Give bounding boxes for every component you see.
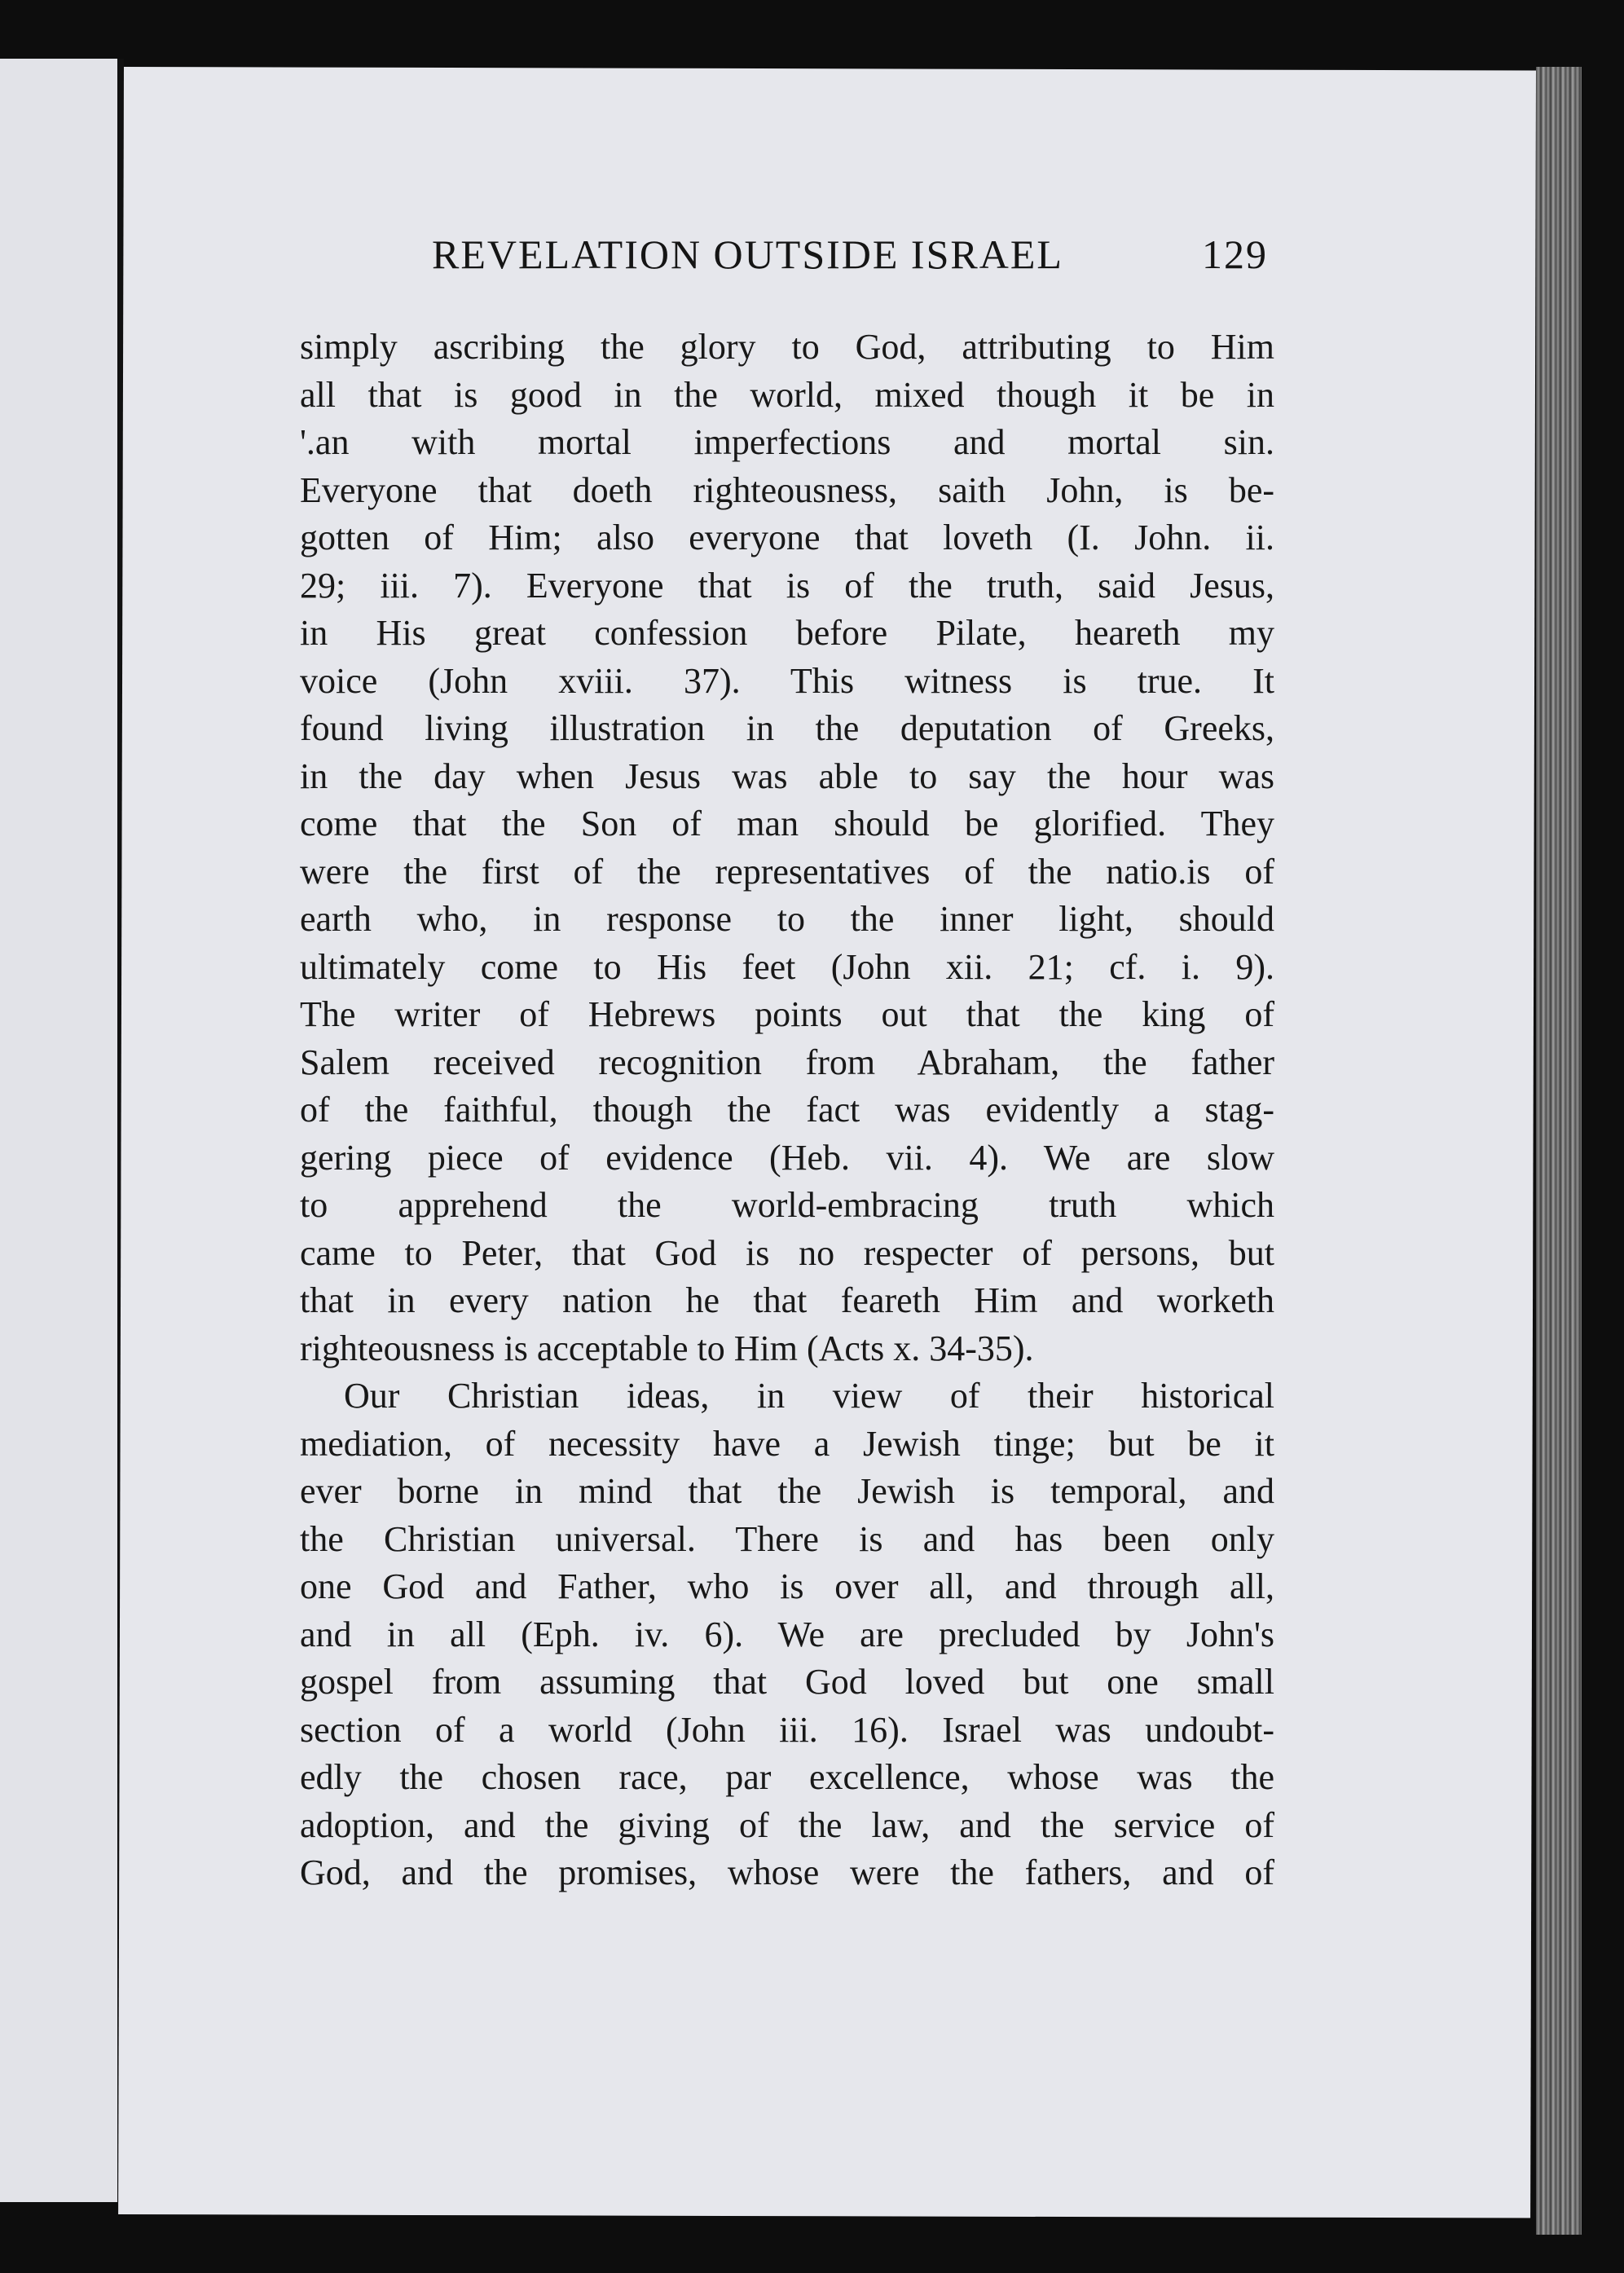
text-line: gotten of Him; also everyone that loveth (I. John. ii. [300,518,1274,557]
body-text [300,324,1274,1897]
text-line: and in all (Eph. iv. 6). We are precluded by John's [300,1614,1274,1654]
text-line: all that is good in the world, mixed though it be in [300,374,1274,415]
text-line: edly the chosen race, par excellence, whose was the [300,1757,1274,1797]
paragraph-end-line: righteousness is acceptable to Him (Acts x. 34-35). [300,1328,1034,1368]
text-line: ultimately come to His feet (John xii. 21; cf. i. 9). [300,946,1274,987]
text-line: to apprehend the world-embracing truth which [300,1185,1274,1225]
paragraph-start-line: Our Christian ideas, in view of their historical [344,1376,1274,1416]
text-line: found living illustration in the deputation of Greeks, [300,708,1274,748]
text-line: The writer of Hebrews points out that the king of [300,994,1274,1034]
text-line: Salem received recognition from Abraham, the father [300,1042,1274,1082]
text-line: in the day when Jesus was able to say the hour was [300,755,1274,796]
running-title: REVELATION OUTSIDE ISRAEL [432,231,1063,277]
text-line: come that the Son of man should be glorified. They [300,804,1274,844]
text-line: section of a world (John iii. 16). Israel was undoubt- [300,1709,1274,1750]
text-line: '.an with mortal imperfections and mortal sin. [300,422,1274,462]
text-line: 29; iii. 7). Everyone that is of the truth, said Jesus, [300,565,1274,606]
page-number: 129 [1202,231,1268,277]
text-line: earth who, in response to the inner light, should [300,899,1274,939]
text-line: God, and the promises, whose were the fathers, and of [300,1852,1274,1892]
text-line: adoption, and the giving of the law, and the service of [300,1804,1274,1845]
text-line: one God and Father, who is over all, and through all, [300,1566,1274,1606]
text-line: Everyone that doeth righteousness, saith John, is be- [300,469,1274,510]
text-line: gering piece of evidence (Heb. vii. 4). We are slow [300,1137,1274,1178]
page-stack-edge [1536,67,1582,2235]
text-line: simply ascribing the glory to God, attributing to Him [300,327,1274,367]
running-head [307,231,1277,288]
text-line: gospel from assuming that God loved but one small [300,1662,1274,1702]
text-line: ever borne in mind that the Jewish is temporal, and [300,1471,1274,1511]
text-line: were the first of the representatives of the natio.is of [300,851,1274,892]
text-line: that in every nation he that feareth Him and worketh [300,1280,1274,1320]
previous-page-edge [0,59,117,2202]
text-line: mediation, of necessity have a Jewish tinge; but be it [300,1423,1274,1464]
text-line: of the faithful, though the fact was evidently a stag- [300,1090,1274,1130]
text-line: in His great confession before Pilate, heareth my [300,613,1274,653]
text-line: came to Peter, that God is no respecter of persons, but [300,1232,1274,1273]
text-line: voice (John xviii. 37). This witness is true. It [300,660,1274,701]
text-line: the Christian universal. There is and has been only [300,1518,1274,1559]
